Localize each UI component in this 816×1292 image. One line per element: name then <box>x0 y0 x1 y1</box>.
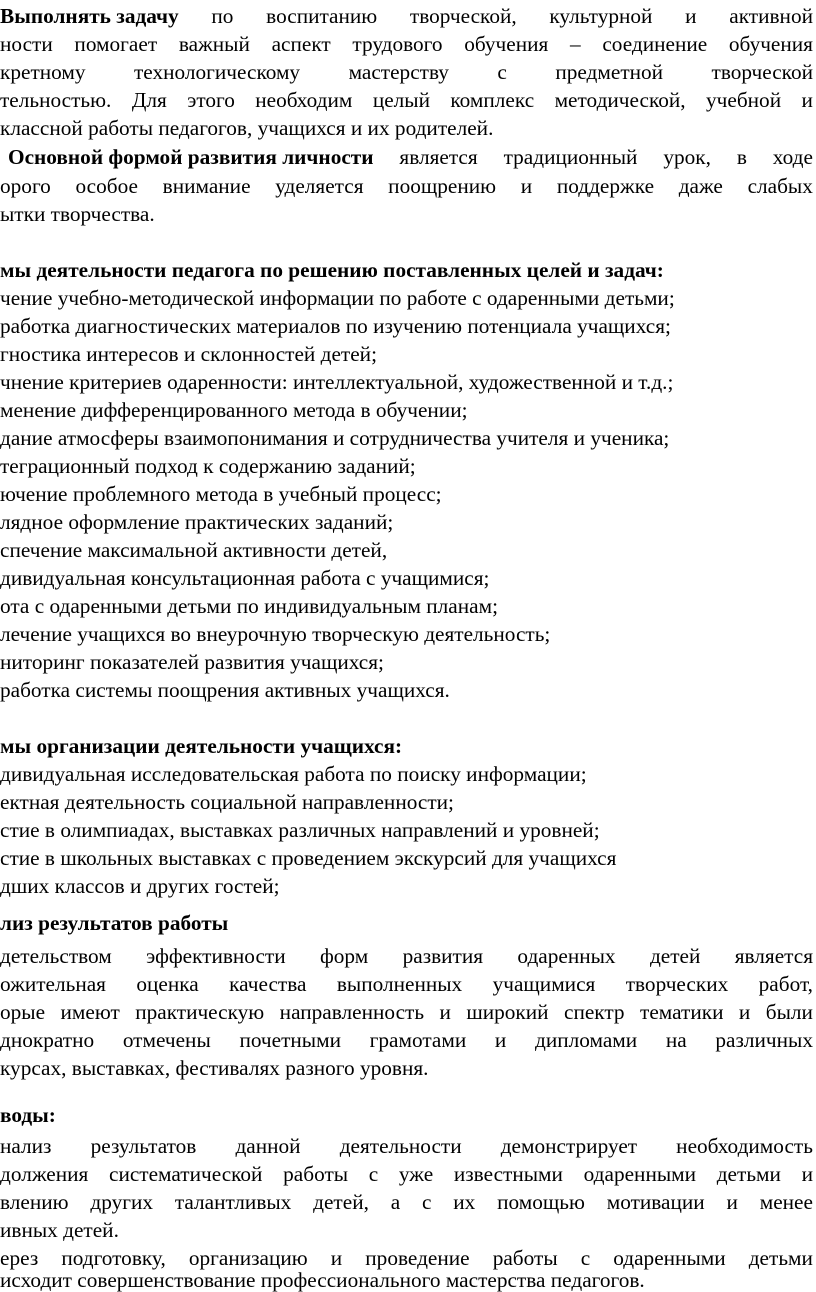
intro-p2-line-3: ытки творчества. <box>0 202 155 226</box>
word: кретному <box>0 60 86 84</box>
analysis-line-4 <box>0 1030 813 1051</box>
list-item: работка диагностических материалов по изучению потенциала учащихся; <box>0 314 671 338</box>
list-item: ниторинг показателей развития учащихся; <box>0 650 384 674</box>
word: спектр <box>564 1000 625 1024</box>
word: творческих <box>625 972 729 996</box>
word: необходимость <box>676 1134 813 1158</box>
word: аспект <box>271 32 331 56</box>
word: дипломами <box>534 1028 638 1052</box>
intro-p1-line-4 <box>0 90 813 111</box>
word: работы <box>283 1162 349 1186</box>
analysis-section-heading-text: лиз результатов работы <box>0 911 229 935</box>
word: помогает <box>74 32 158 56</box>
word: ности <box>0 32 53 56</box>
word: учащимися <box>492 972 596 996</box>
word: детей, <box>313 1190 369 1214</box>
word: и <box>685 4 697 28</box>
word: грамотами <box>369 1028 467 1052</box>
word: ходе <box>772 145 813 169</box>
word: поощрению <box>388 174 497 198</box>
word: работы <box>492 1246 558 1270</box>
word: соединение <box>602 32 708 56</box>
word: эффективности <box>146 944 286 968</box>
conclusions-section-heading-text: воды: <box>0 1103 56 1127</box>
word: активной <box>729 4 813 28</box>
word: организацию <box>188 1246 308 1270</box>
intro-p1-line-3 <box>0 62 813 83</box>
word: деятельности <box>339 1134 462 1158</box>
list-item: стие в олимпиадах, выставках различных направлений и уровней; <box>0 818 600 842</box>
word: культурной <box>549 4 653 28</box>
word: должения <box>0 1162 89 1186</box>
word: данной <box>235 1134 301 1158</box>
word: тельностью. <box>0 88 112 112</box>
conclusions-p2-line-1 <box>0 1248 813 1269</box>
teacher-section-heading <box>0 260 664 281</box>
word: и <box>439 1000 451 1024</box>
word: ерез <box>0 1246 39 1270</box>
word: мастерству <box>348 60 449 84</box>
intro-p1-bold-lead: Выполнять задачу <box>0 4 179 28</box>
word: даже <box>678 174 723 198</box>
word: особое <box>75 174 138 198</box>
word: детей <box>649 944 701 968</box>
word: с <box>580 1246 591 1270</box>
word: творческой, <box>409 4 517 28</box>
word: имеют <box>60 1000 120 1024</box>
word: на <box>665 1028 687 1052</box>
word: помощью <box>497 1190 585 1214</box>
students-section-heading <box>0 736 402 757</box>
word: практическую <box>135 1000 265 1024</box>
list-item: чение учебно-методической информации по работе с одаренными детьми; <box>0 286 675 310</box>
conclusions-p2-line-2: исходит совершенствование профессионального мастерства педагогов. <box>0 1268 645 1292</box>
word: демонстрирует <box>500 1134 638 1158</box>
list-item: стие в школьных выставках с проведением экскурсий для учащихся <box>0 846 617 870</box>
analysis-line-5: курсах, выставках, фестивалях разного уровня. <box>0 1056 429 1080</box>
word: подготовку, <box>61 1246 166 1270</box>
word: направленность <box>279 1000 425 1024</box>
word: днократно <box>0 1028 95 1052</box>
analysis-line-2 <box>0 974 813 995</box>
word: мотивации <box>606 1190 705 1214</box>
list-item: теграционный подход к содержанию заданий; <box>0 454 416 478</box>
word: одаренными <box>583 1162 697 1186</box>
word: детельством <box>0 944 112 968</box>
intro-p1-line-5: классной работы педагогов, учащихся и их родителей. <box>0 116 494 140</box>
list-item: дших классов и других гостей; <box>0 874 280 898</box>
word: уделяется <box>275 174 364 198</box>
word: выполненных <box>336 972 463 996</box>
word: слабых <box>747 174 813 198</box>
word: проведение <box>365 1246 470 1270</box>
word: талантливых <box>174 1190 292 1214</box>
word: качества <box>229 972 307 996</box>
word: уже <box>398 1162 434 1186</box>
word: воспитанию <box>266 4 378 28</box>
list-item: дивидуальная консультационная работа с учащимися; <box>0 566 490 590</box>
word: и <box>801 1162 813 1186</box>
word: а <box>390 1190 401 1214</box>
word: одаренными <box>613 1246 726 1270</box>
word: внимание <box>162 174 251 198</box>
list-item: гностика интересов и склонностей детей; <box>0 342 378 366</box>
word: отмечены <box>122 1028 211 1052</box>
intro-p2-line-1 <box>8 147 813 168</box>
word: и <box>738 1000 751 1024</box>
word: и <box>726 1190 738 1214</box>
list-item: дивидуальная исследовательская работа по поиску информации; <box>0 762 587 786</box>
word: комплекс <box>450 88 535 112</box>
word: форм <box>319 944 369 968</box>
intro-p2-bold-lead: Основной формой развития личности <box>8 145 374 169</box>
word: были <box>765 1000 813 1024</box>
word: орого <box>0 174 51 198</box>
word: орые <box>0 1000 46 1024</box>
word: менее <box>759 1190 813 1214</box>
list-item: спечение максимальной активности детей, <box>0 538 388 562</box>
word: почетными <box>239 1028 341 1052</box>
word: с <box>497 60 507 84</box>
list-item: ота с одаренными детьми по индивидуальным планам; <box>0 594 498 618</box>
word: урок, <box>663 145 711 169</box>
word: одаренных <box>517 944 616 968</box>
conclusions-p1-line-1 <box>0 1136 813 1157</box>
intro-p2-line-2 <box>0 176 813 197</box>
word: развития <box>402 944 484 968</box>
word: их <box>453 1190 476 1214</box>
teacher-section-heading-text: мы деятельности педагога по решению поставленных целей и задач: <box>0 258 664 282</box>
word: систематической <box>109 1162 263 1186</box>
word: и <box>801 88 813 112</box>
conclusions-p1-line-3 <box>0 1192 813 1213</box>
word: в <box>736 145 747 169</box>
word: творческой <box>711 60 813 84</box>
word: и <box>494 1028 507 1052</box>
conclusions-p1-line-4: ивных детей. <box>0 1218 119 1242</box>
word: является <box>399 145 478 169</box>
word: различных <box>715 1028 813 1052</box>
word: детьми <box>716 1162 781 1186</box>
list-item: ючение проблемного метода в учебный процесс; <box>0 482 442 506</box>
students-section-heading-text: мы организации деятельности учащихся: <box>0 734 403 758</box>
word: целый <box>372 88 430 112</box>
word: – <box>569 32 581 56</box>
word: оценка <box>136 972 199 996</box>
word: обучения <box>464 32 549 56</box>
list-item: дание атмосферы взаимопонимания и сотрудничества учителя и ученика; <box>0 426 670 450</box>
list-item: чнение критериев одаренности: интеллектуальной, художественной и т.д.; <box>0 370 674 394</box>
word: учебной <box>706 88 782 112</box>
word: обучения <box>728 32 813 56</box>
word: влению <box>0 1190 69 1214</box>
word: традиционный <box>503 145 638 169</box>
analysis-line-1 <box>0 946 813 967</box>
word: трудового <box>352 32 443 56</box>
analysis-line-3 <box>0 1002 813 1023</box>
word: с <box>422 1190 432 1214</box>
list-item: лядное оформление практических заданий; <box>0 510 394 534</box>
word: Для <box>131 88 167 112</box>
word: является <box>734 944 813 968</box>
word: работ, <box>758 972 813 996</box>
list-item: менение дифференцированного метода в обучении; <box>0 398 468 422</box>
word: этого <box>187 88 235 112</box>
word: важный <box>178 32 250 56</box>
word: результатов <box>90 1134 197 1158</box>
list-item: работка системы поощрения активных учащихся. <box>0 678 450 702</box>
word: необходим <box>255 88 353 112</box>
word: известными <box>453 1162 563 1186</box>
analysis-section-heading <box>0 913 228 934</box>
word: детьми <box>748 1246 813 1270</box>
word: с <box>368 1162 379 1186</box>
word: тематики <box>640 1000 724 1024</box>
word: методической, <box>554 88 686 112</box>
word: нализ <box>0 1134 52 1158</box>
word: по <box>211 4 234 28</box>
word: широкий <box>466 1000 549 1024</box>
word: технологическому <box>134 60 301 84</box>
list-item: ектная деятельность социальной направленности; <box>0 790 454 814</box>
list-item: лечение учащихся во внеурочную творческую деятельность; <box>0 622 551 646</box>
word: других <box>90 1190 154 1214</box>
word: и <box>330 1246 343 1270</box>
word: предметной <box>555 60 664 84</box>
conclusions-p1-line-2 <box>0 1164 813 1185</box>
conclusions-section-heading <box>0 1105 56 1126</box>
word: и <box>520 174 533 198</box>
word: поддержке <box>556 174 655 198</box>
intro-p1-line-2 <box>0 34 813 55</box>
intro-p1-line-1 <box>0 6 813 27</box>
word: ожительная <box>0 972 106 996</box>
